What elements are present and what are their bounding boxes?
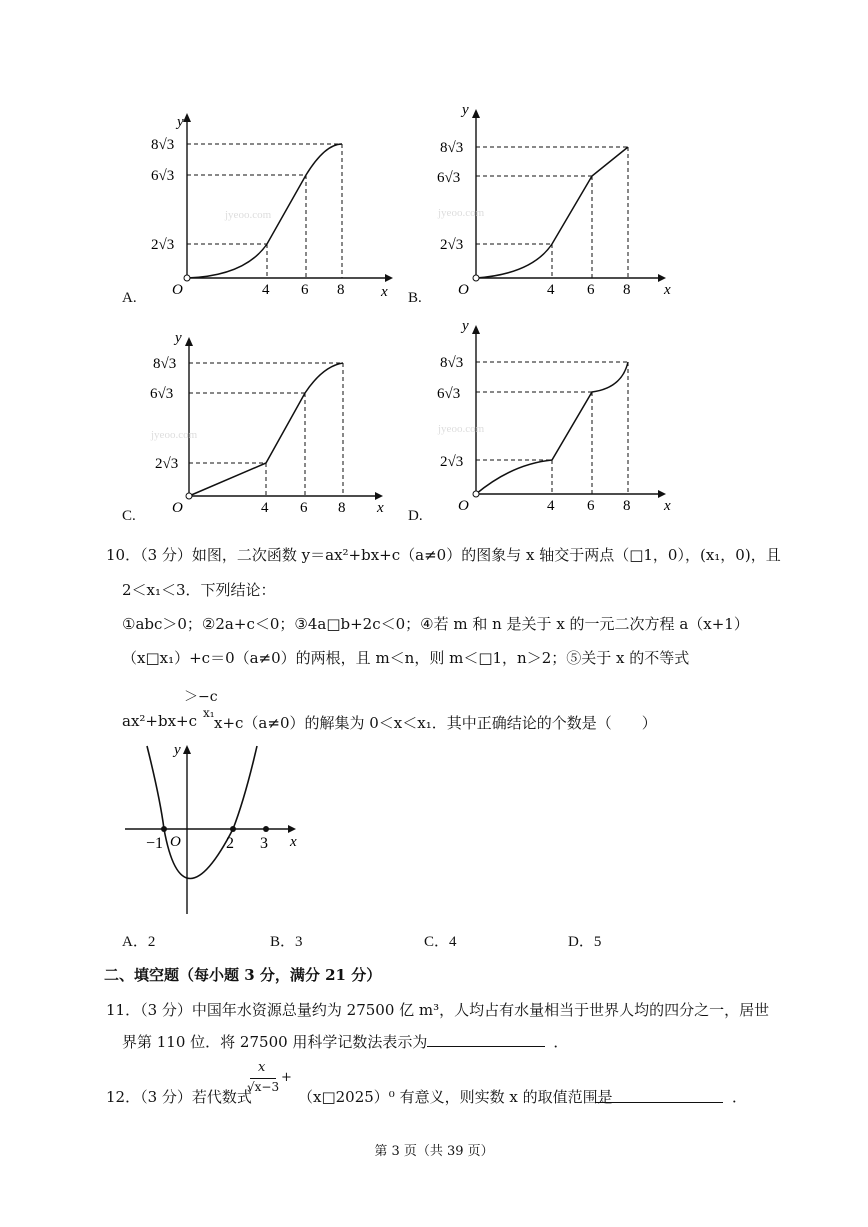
q12-prefix: 12．（3 分）若代数式	[106, 1088, 252, 1106]
q10-line5-left: ax²+bx+c	[122, 712, 198, 730]
option-a-letter: A.	[122, 290, 137, 306]
q11-line2-text: 界第 110 位．将 27500 用科学记数法表示为	[122, 1033, 428, 1051]
choice-a: A．2	[122, 934, 156, 950]
q12-answer-blank[interactable]	[595, 1088, 723, 1103]
q10-graph-y: y	[174, 742, 181, 758]
svg-text:6√3: 6√3	[150, 386, 174, 402]
svg-text:4: 4	[547, 498, 555, 514]
svg-text:6√3: 6√3	[151, 168, 175, 184]
svg-text:8: 8	[623, 282, 631, 297]
svg-text:jyeoo.com: jyeoo.com	[225, 209, 272, 221]
svg-text:8: 8	[623, 498, 631, 514]
q10-line5-rest: x+c（a≠0）的解集为 0＜x＜x₁．其中正确结论的个数是（ ）	[214, 714, 657, 732]
q12-middle: （x□2025）⁰ 有意义，则实数 x 的取值范围是	[298, 1088, 613, 1106]
svg-text:6√3: 6√3	[437, 386, 461, 402]
svg-text:6: 6	[587, 498, 595, 514]
svg-text:x: x	[664, 498, 671, 514]
choice-d: D．5	[568, 934, 602, 950]
option-d-letter: D.	[408, 508, 423, 524]
svg-text:jyeoo.com: jyeoo.com	[438, 207, 485, 219]
svg-text:8√3: 8√3	[440, 140, 464, 156]
q11-line1: 11．（3 分）中国年水资源总量约为 27500 亿 m³，人均占有水量相当于世界人均的四分之一，居世	[106, 1001, 770, 1019]
svg-text:4: 4	[261, 500, 269, 516]
svg-text:y: y	[462, 102, 469, 118]
svg-text:8√3: 8√3	[440, 355, 464, 371]
q10-line3: ①abc＞0；②2a+c＜0；③4a□b+2c＜0；④若 m 和 n 是关于 x 的一元二次方程 a（x+1）	[122, 615, 749, 633]
svg-text:6: 6	[300, 500, 308, 516]
choice-b: B．3	[270, 934, 303, 950]
q12-frac-line	[250, 1078, 276, 1079]
svg-text:6: 6	[301, 282, 309, 298]
q10-graph-x: x	[290, 834, 297, 850]
q10-frac-bottom: x₁	[203, 706, 215, 720]
q10-line2: 2＜x₁＜3．下列结论：	[122, 581, 276, 599]
svg-text:y: y	[177, 114, 184, 130]
q10-line4: （x□x₁）+c＝0（a≠0）的两根，且 m＜n，则 m＜□1，n＞2；⑤关于 x 的不等式	[122, 649, 690, 667]
q12-end: ．	[732, 1088, 748, 1106]
svg-text:O: O	[458, 282, 469, 297]
q10-graph-o: O	[170, 834, 181, 850]
graph-option-a	[145, 108, 400, 298]
svg-text:y: y	[462, 318, 469, 334]
q10-parabola-graph	[120, 738, 310, 920]
svg-text:6√3: 6√3	[437, 170, 461, 186]
graph-option-b	[432, 102, 687, 297]
q10-graph-minus1: −1	[146, 835, 164, 852]
choice-c: C．4	[424, 934, 457, 950]
option-b-letter: B.	[408, 290, 422, 306]
q11-answer-blank[interactable]	[427, 1032, 545, 1047]
q10-frac-top: ＞−c	[184, 689, 218, 705]
svg-text:x: x	[664, 282, 671, 297]
svg-text:2√3: 2√3	[440, 454, 464, 470]
svg-text:8: 8	[338, 500, 346, 516]
svg-text:8: 8	[337, 282, 345, 298]
graph-option-c	[145, 330, 400, 520]
option-c-letter: C.	[122, 508, 136, 524]
svg-text:8√3: 8√3	[153, 356, 177, 372]
svg-text:2√3: 2√3	[440, 237, 464, 253]
svg-text:4: 4	[262, 282, 270, 298]
section-fill-blank-title: 二、填空题（每小题 3 分，满分 21 分）	[104, 966, 382, 984]
q11-line2	[122, 1032, 568, 1052]
q10-graph-3: 3	[260, 835, 268, 852]
q12-frac-top: x	[258, 1060, 266, 1075]
svg-text:O: O	[172, 282, 183, 298]
svg-text:2√3: 2√3	[155, 456, 179, 472]
svg-text:6: 6	[587, 282, 595, 297]
svg-text:jyeoo.com: jyeoo.com	[151, 429, 198, 441]
svg-text:x: x	[381, 284, 388, 298]
svg-text:y: y	[175, 330, 182, 346]
q11-line2-end: ．	[553, 1033, 569, 1051]
q10-graph-2: 2	[226, 835, 234, 852]
svg-text:4: 4	[547, 282, 555, 297]
svg-text:O: O	[172, 500, 183, 516]
q12-plus: +	[281, 1070, 292, 1085]
svg-text:8√3: 8√3	[151, 137, 175, 153]
graph-option-d	[432, 318, 687, 518]
q10-line1: 10．（3 分）如图，二次函数 y＝ax²+bx+c（a≠0）的图象与 x 轴交于两点（□1，0），(x₁，0)，且	[106, 546, 781, 564]
q12-sqrt: √x−3	[247, 1080, 280, 1094]
page-footer: 第 3 页（共 39 页）	[374, 1144, 494, 1159]
svg-text:2√3: 2√3	[151, 237, 175, 253]
svg-text:jyeoo.com: jyeoo.com	[438, 423, 485, 435]
svg-text:O: O	[458, 498, 469, 514]
svg-text:x: x	[377, 500, 384, 516]
